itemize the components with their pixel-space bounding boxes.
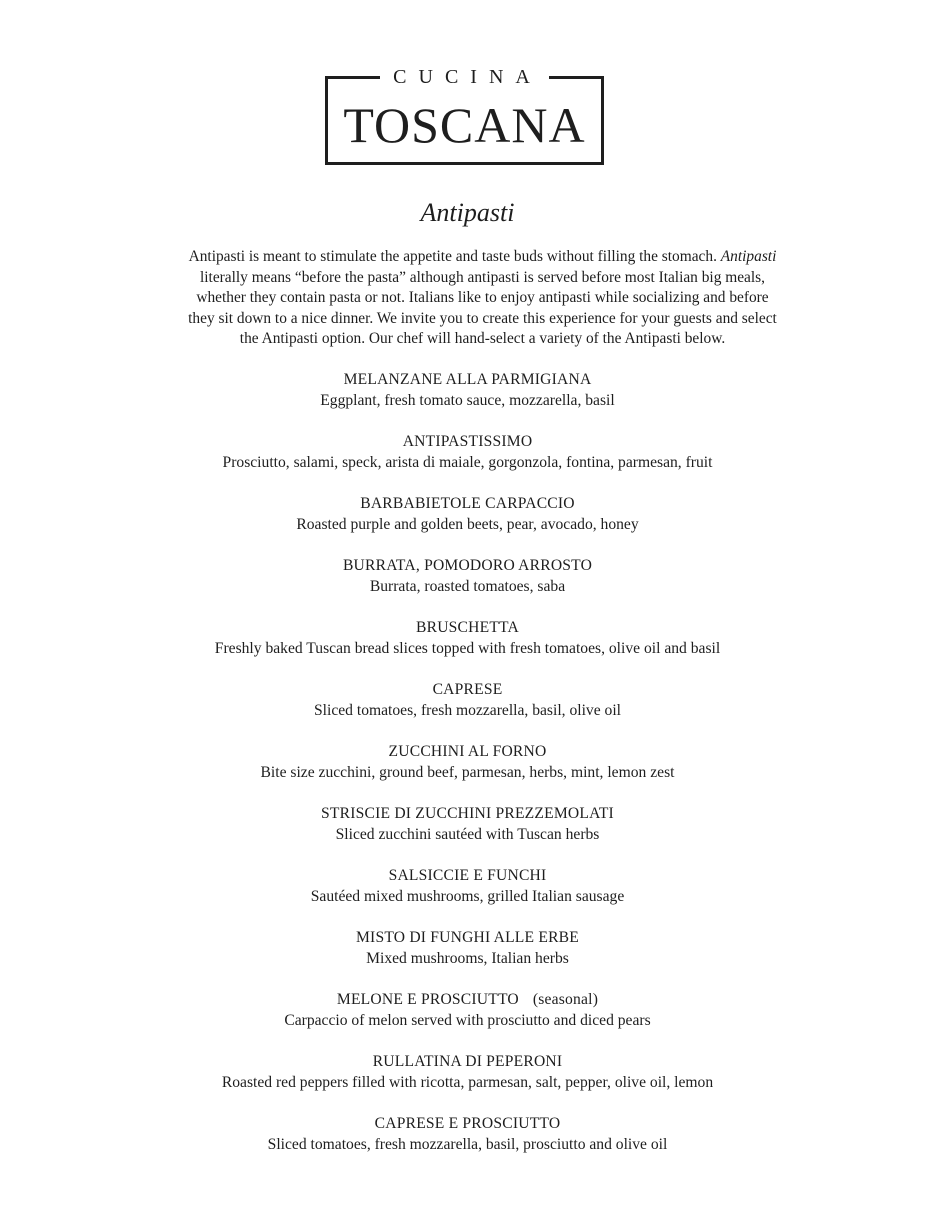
menu-item [0,555,935,617]
intro-paragraph [140,247,825,350]
intro-line: Antipasti is meant to stimulate the appetite and taste buds without filling the stomach. Antipasti [188,248,777,265]
menu-item-description: Sliced zucchini sautéed with Tuscan herbs [335,826,600,843]
menu-item-name: CAPRESE [432,681,503,698]
menu-item-description: Mixed mushrooms, Italian herbs [366,950,569,967]
intro-italic-word: Antipasti [720,248,777,265]
menu-item-name: ZUCCHINI AL FORNO [388,743,547,760]
menu-item [0,617,935,679]
menu-item-description: Prosciutto, salami, speck, arista di maiale, gorgonzola, fontina, parmesan, fruit [222,454,713,471]
menu-item-name: ANTIPASTISSIMO [402,433,533,450]
menu-item [0,865,935,927]
menu-item-name: MISTO DI FUNGHI ALLE ERBE [355,929,580,946]
logo-main-word: TOSCANA [343,97,586,153]
menu-item [0,927,935,989]
intro-line: literally means “before the pasta” although antipasti is served before most Italian big meals, [200,268,765,286]
section-title: Antipasti [420,198,515,227]
menu-item-name: STRISCIE DI ZUCCHINI PREZZEMOLATI [321,805,614,822]
menu-item-name: BURRATA, POMODORO ARROSTO [342,557,593,574]
menu-item [0,679,935,741]
menu-item-description: Bite size zucchini, ground beef, parmesan, herbs, mint, lemon zest [260,764,675,781]
menu-item-name: MELONE E PROSCIUTTO [336,991,519,1008]
menu-item-description: Carpaccio of melon served with prosciutto and diced pears [284,1012,651,1029]
menu-item [0,1051,935,1113]
antipasti-menu-list [0,369,935,1175]
menu-item-description: Roasted red peppers filled with ricotta, parmesan, salt, pepper, olive oil, lemon [221,1074,714,1091]
intro-line: they sit down to a nice dinner. We invite you to create this experience for your guests and select [188,309,777,327]
menu-item [0,803,935,865]
menu-item-description: Freshly baked Tuscan bread slices topped with fresh tomatoes, olive oil and basil [214,640,721,657]
menu-item-name: BARBABIETOLE CARPACCIO [360,495,575,512]
menu-item-name: SALSICCIE E FUNCHI [388,867,547,884]
menu-item [0,493,935,555]
menu-item-name: BRUSCHETTA [416,619,519,636]
intro-line: the Antipasti option. Our chef will hand-select a variety of the Antipasti below. [239,330,726,348]
intro-line: whether they contain pasta or not. Italians like to enjoy antipasti while socializing and before [196,289,769,307]
menu-item-description: Roasted purple and golden beets, pear, avocado, honey [296,516,639,533]
menu-item-description: Burrata, roasted tomatoes, saba [369,578,566,595]
menu-item [0,431,935,493]
menu-item-description: Sliced tomatoes, fresh mozzarella, basil, olive oil [313,702,622,719]
menu-item-note: (seasonal) [532,991,599,1008]
menu-item-name: RULLATINA DI PEPERONI [372,1053,563,1070]
menu-item [0,741,935,803]
menu-item-description: Eggplant, fresh tomato sauce, mozzarella, basil [320,392,615,409]
menu-item [0,989,935,1051]
menu-item-description: Sliced tomatoes, fresh mozzarella, basil, prosciutto and olive oil [267,1136,668,1153]
menu-item-name: MELANZANE ALLA PARMIGIANA [343,371,592,388]
logo-top-word-text: CUCINA [380,65,549,89]
menu-item-name-row [0,989,935,1010]
menu-item [0,369,935,431]
menu-item-name: CAPRESE E PROSCIUTTO [374,1115,561,1132]
logo-top-word [328,65,601,91]
restaurant-logo [325,66,604,165]
menu-item [0,1113,935,1175]
menu-item-description: Sautéed mixed mushrooms, grilled Italian sausage [310,888,625,905]
